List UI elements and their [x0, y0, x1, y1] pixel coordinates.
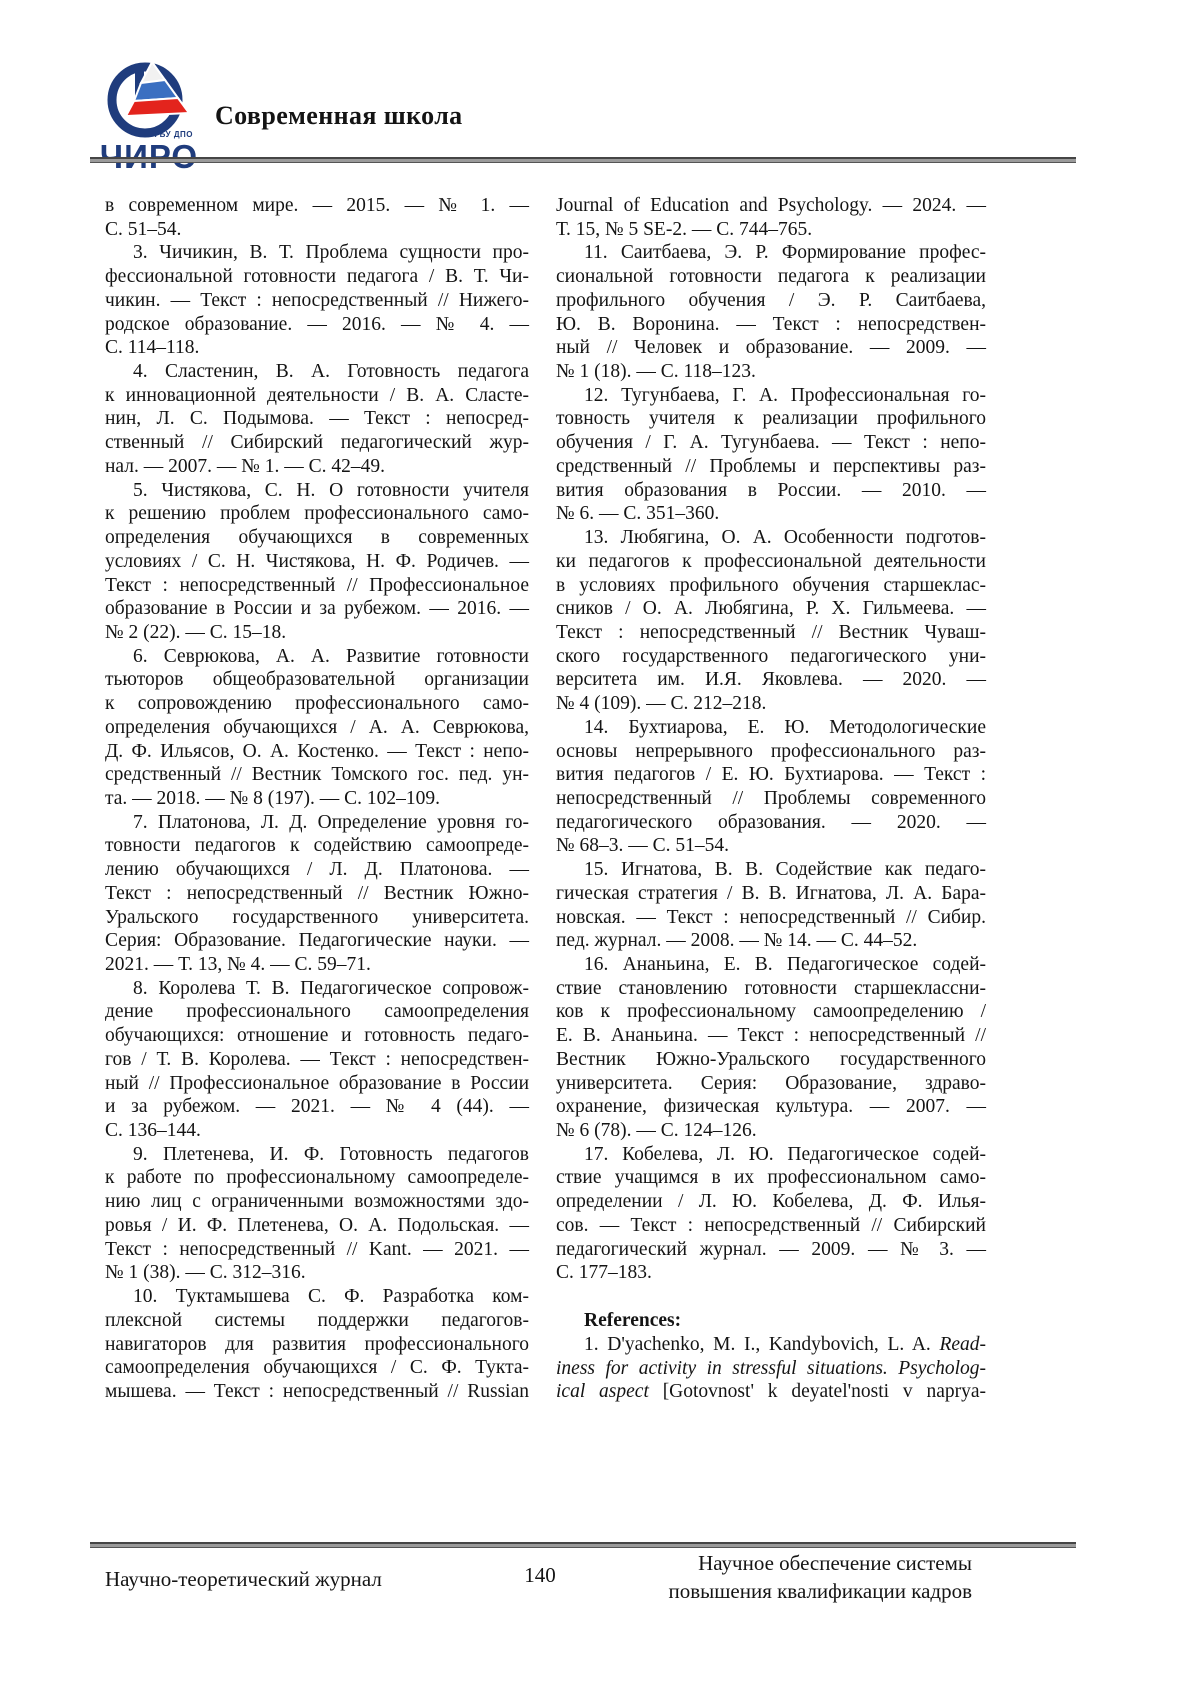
- text-line: охранение, физическая культура. — 2007. —: [556, 1096, 986, 1118]
- footer-divider: [90, 1542, 1076, 1548]
- text-line: профильного обучения / Э. Р. Саитбаева,: [556, 289, 986, 311]
- text-line: нин, Л. С. Подымова. — Текст : непосред-: [105, 408, 529, 430]
- text-line: нию лиц с ограниченными возможностями здо-: [105, 1191, 529, 1213]
- text-line: сиональной готовности педагога к реализации: [556, 266, 986, 288]
- reference-paragraph: [556, 241, 986, 383]
- text-line: условиях / С. Н. Чистякова, Н. Ф. Родичев. —: [105, 550, 529, 572]
- text-line: ков к профессиональному самоопределению /: [556, 1001, 986, 1023]
- text-line: определении / Л. Ю. Кобелева, Д. Ф. Илья-: [556, 1191, 986, 1213]
- text-line: чикин. — Текст : непосредственный // Нижего-: [105, 289, 529, 311]
- italic-text-segment: Read-: [939, 1333, 986, 1355]
- text-line: к сопровождению профессионального само-: [105, 693, 529, 715]
- reference-paragraph: [105, 479, 529, 645]
- text-line: Т. 15, № 5 SE-2. — С. 744–765.: [556, 218, 813, 240]
- text-line: к работе по профессиональному самоопределе-: [105, 1167, 529, 1189]
- text-line: непосредственный // Проблемы современного: [556, 787, 986, 809]
- chiro-logo: [93, 52, 211, 172]
- text-line: ки педагогов к профессиональной деятельности: [556, 550, 986, 572]
- footer-subtitle-line1: Научное обеспечение системы: [698, 1551, 972, 1575]
- footer-subtitle-line2: повышения квалификации кадров: [668, 1579, 972, 1603]
- text-line: References:: [584, 1310, 682, 1332]
- text-line: к решению проблем профессионального само-: [105, 503, 529, 525]
- text-line: 16. Ананьина, Е. В. Педагогическое содей-: [584, 954, 986, 975]
- text-line: Текст : непосредственный // Вестник Южно-: [105, 882, 529, 904]
- text-line: Journal of Education and Psychology. — 2024. —: [556, 195, 986, 216]
- text-line: [556, 1357, 986, 1381]
- reference-paragraph: [105, 241, 529, 360]
- text-line: [556, 1333, 986, 1357]
- text-line: самоопределения обучающихся / С. Ф. Тукта-: [105, 1357, 529, 1379]
- text-line: ствие учащимся в их профессиональном само-: [556, 1167, 986, 1189]
- text-line: 17. Кобелева, Л. Ю. Педагогическое содей-: [584, 1143, 986, 1165]
- text-line: сов. — Текст : непосредственный // Сибирский: [556, 1214, 986, 1236]
- text-line: 15. Игнатова, В. В. Содействие как педаго-: [584, 859, 986, 881]
- text-line: 2021. — Т. 13, № 4. — С. 59–71.: [105, 954, 371, 975]
- text-line: С. 114–118.: [105, 337, 200, 359]
- text-segment: 1. D'yachenko, M. I., Kandybovich, L. A.: [584, 1333, 940, 1355]
- text-line: плексной системы поддержки педагогов-: [105, 1309, 529, 1331]
- reference-paragraph: [105, 977, 529, 1143]
- text-line: навигаторов для развития профессионального: [105, 1333, 529, 1355]
- text-line: № 4 (109). — С. 212–218.: [556, 693, 767, 715]
- text-line: 5. Чистякова, С. Н. О готовности учителя: [133, 479, 529, 501]
- text-line: средственный // Вестник Томского гос. пед. ун-: [105, 764, 529, 786]
- text-line: 14. Бухтиарова, Е. Ю. Методологические: [584, 716, 986, 738]
- text-line: 4. Сластенин, В. А. Готовность педагога: [133, 361, 529, 383]
- text-line: родское образование. — 2016. — № 4. —: [105, 313, 529, 335]
- header-divider: [90, 157, 1076, 163]
- text-line: Текст : непосредственный // Вестник Чуваш-: [556, 621, 986, 643]
- reference-paragraph: [105, 1285, 529, 1404]
- reference-paragraph: [556, 194, 986, 241]
- text-line: 7. Платонова, Л. Д. Определение уровня го-: [133, 811, 529, 833]
- text-line: в современном мире. — 2015. — № 1. —: [105, 195, 529, 216]
- text-line: Текст : непосредственный // Kant. — 2021. —: [105, 1238, 529, 1260]
- text-line: Серия: Образование. Педагогические науки. —: [105, 930, 529, 952]
- italic-text-segment: ical aspect: [556, 1381, 649, 1403]
- text-line: и за рубежом. — 2021. — № 4 (44). —: [105, 1096, 529, 1118]
- text-line: Е. В. Ананьина. — Текст : непосредственный //: [556, 1025, 986, 1047]
- reference-paragraph: [105, 811, 529, 977]
- text-line: лению обучающихся / Л. Д. Платонова. —: [105, 859, 529, 881]
- text-line: сников / О. А. Любягина, Р. Х. Гильмеева. —: [556, 598, 986, 620]
- text-line: верситета им. И.Я. Яковлева. — 2020. —: [556, 669, 986, 691]
- text-line: 13. Любягина, О. А. Особенности подготов-: [584, 527, 986, 549]
- text-line: основы непрерывного профессионального раз-: [556, 740, 986, 762]
- text-line: [556, 1380, 986, 1404]
- text-line: средственный // Проблемы и перспективы раз-: [556, 455, 986, 477]
- text-line: 12. Тугунбаева, Г. А. Профессиональная го-: [584, 384, 986, 406]
- text-line: ственный // Сибирский педагогический жур-: [105, 432, 529, 454]
- text-line: новская. — Текст : непосредственный // Сибир.: [556, 906, 986, 928]
- text-line: нал. — 2007. — № 1. — С. 42–49.: [105, 455, 385, 477]
- references-column-left: [105, 194, 529, 1404]
- text-line: ровья / И. Ф. Плетенева, О. А. Подольская. —: [105, 1214, 529, 1236]
- text-line: университета. Серия: Образование, здраво-: [556, 1072, 986, 1094]
- text-line: 10. Туктамышева С. Ф. Разработка ком-: [133, 1286, 529, 1308]
- text-line: 9. Плетенева, И. Ф. Готовность педагогов: [133, 1143, 529, 1165]
- text-line: № 1 (38). — С. 312–316.: [105, 1262, 306, 1284]
- reference-paragraph: [105, 194, 529, 241]
- text-line: 8. Королева Т. В. Педагогическое сопровож-: [133, 977, 529, 999]
- text-line: Д. Ф. Ильясов, О. А. Костенко. — Текст : непо-: [105, 740, 529, 762]
- reference-paragraph: [556, 953, 986, 1143]
- text-line: С. 177–183.: [556, 1262, 652, 1284]
- text-line: педагогический журнал. — 2009. — № 3. —: [556, 1238, 986, 1260]
- text-line: вития образования в России. — 2010. —: [556, 479, 986, 501]
- text-line: педагогического образования. — 2020. —: [556, 811, 986, 833]
- footer-journal-type: Научно-теоретический журнал: [105, 1567, 382, 1591]
- text-line: С. 51–54.: [105, 218, 182, 240]
- text-line: Текст : непосредственный // Профессиональное: [105, 574, 529, 596]
- text-line: вития педагогов / Е. Ю. Бухтиарова. — Текст :: [556, 764, 986, 786]
- text-line: С. 136–144.: [105, 1120, 201, 1142]
- logo-org-label: ГБУ ДПО: [154, 130, 193, 139]
- reference-paragraph: [556, 1143, 986, 1285]
- text-line: ствие становлению готовности старшеклассни-: [556, 977, 986, 999]
- text-line: товности педагогов к содействию самоопреде-: [105, 835, 529, 857]
- references-column-right: [556, 194, 986, 1404]
- reference-paragraph: [556, 384, 986, 526]
- reference-paragraph: [105, 360, 529, 479]
- text-line: определения обучающихся / А. А. Севрюкова,: [105, 716, 529, 738]
- text-line: № 6. — С. 351–360.: [556, 503, 720, 525]
- text-line: товность учителя к реализации профильного: [556, 408, 986, 430]
- text-line: № 1 (18). — С. 118–123.: [556, 361, 756, 383]
- journal-title: Современная школа: [215, 101, 463, 130]
- text-line: Ю. В. Воронина. — Текст : непосредствен-: [556, 313, 986, 335]
- text-line: 11. Саитбаева, Э. Р. Формирование профес-: [584, 242, 986, 264]
- footer-journal-subtitle: [668, 1549, 972, 1605]
- reference-paragraph: [556, 716, 986, 858]
- text-line: № 2 (22). — С. 15–18.: [105, 621, 287, 643]
- text-line: в условиях профильного обучения старшеклас-: [556, 574, 986, 596]
- text-line: дение профессионального самоопределения: [105, 1001, 529, 1023]
- reference-paragraph: [556, 1333, 986, 1404]
- text-line: обучения / Г. А. Тугунбаева. — Текст : непо-: [556, 432, 986, 454]
- reference-paragraph: [105, 1143, 529, 1285]
- text-line: Вестник Южно-Уральского государственного: [556, 1048, 986, 1070]
- text-line: Уральского государственного университета.: [105, 906, 529, 928]
- italic-text-segment: iness for activity in stressful situations. Psycholog-: [556, 1357, 986, 1379]
- text-line: определения обучающихся в современных: [105, 527, 529, 549]
- text-line: № 6 (78). — С. 124–126.: [556, 1120, 757, 1142]
- text-line: пед. журнал. — 2008. — № 14. — С. 44–52.: [556, 930, 918, 952]
- text-line: та. — 2018. — № 8 (197). — С. 102–109.: [105, 787, 441, 809]
- text-line: ный // Профессиональное образование в России: [105, 1072, 529, 1094]
- text-line: обучающихся: отношение и готовность педаго-: [105, 1025, 529, 1047]
- text-line: № 68–3. — С. 51–54.: [556, 835, 729, 857]
- reference-paragraph: [556, 858, 986, 953]
- text-line: гов / Т. В. Королева. — Текст : непосредствен-: [105, 1048, 529, 1070]
- text-line: фессиональной готовности педагога / В. Т. Чи-: [105, 266, 529, 288]
- text-line: 3. Чичикин, В. Т. Проблема сущности про-: [133, 242, 529, 264]
- text-line: ный // Человек и образование. — 2009. —: [556, 337, 986, 359]
- text-line: гическая стратегия / В. В. Игнатова, Л. А. Бара-: [556, 882, 986, 904]
- reference-paragraph: [556, 526, 986, 716]
- text-line: мышева. — Текст : непосредственный // Russian: [105, 1380, 529, 1402]
- text-line: тьюторов общеобразовательной организации: [105, 669, 529, 691]
- text-line: 6. Севрюкова, А. А. Развитие готовности: [133, 645, 529, 667]
- text-line: к инновационной деятельности / В. А. Сласте-: [105, 384, 529, 406]
- page-number: 140: [524, 1563, 556, 1587]
- text-segment: [Gotovnost' k deyatel'nosti v naprya-: [648, 1381, 986, 1403]
- text-line: ского государственного педагогического уни-: [556, 645, 986, 667]
- references-heading: [556, 1309, 986, 1333]
- text-line: образование в России и за рубежом. — 2016. —: [105, 598, 529, 620]
- reference-paragraph: [105, 645, 529, 811]
